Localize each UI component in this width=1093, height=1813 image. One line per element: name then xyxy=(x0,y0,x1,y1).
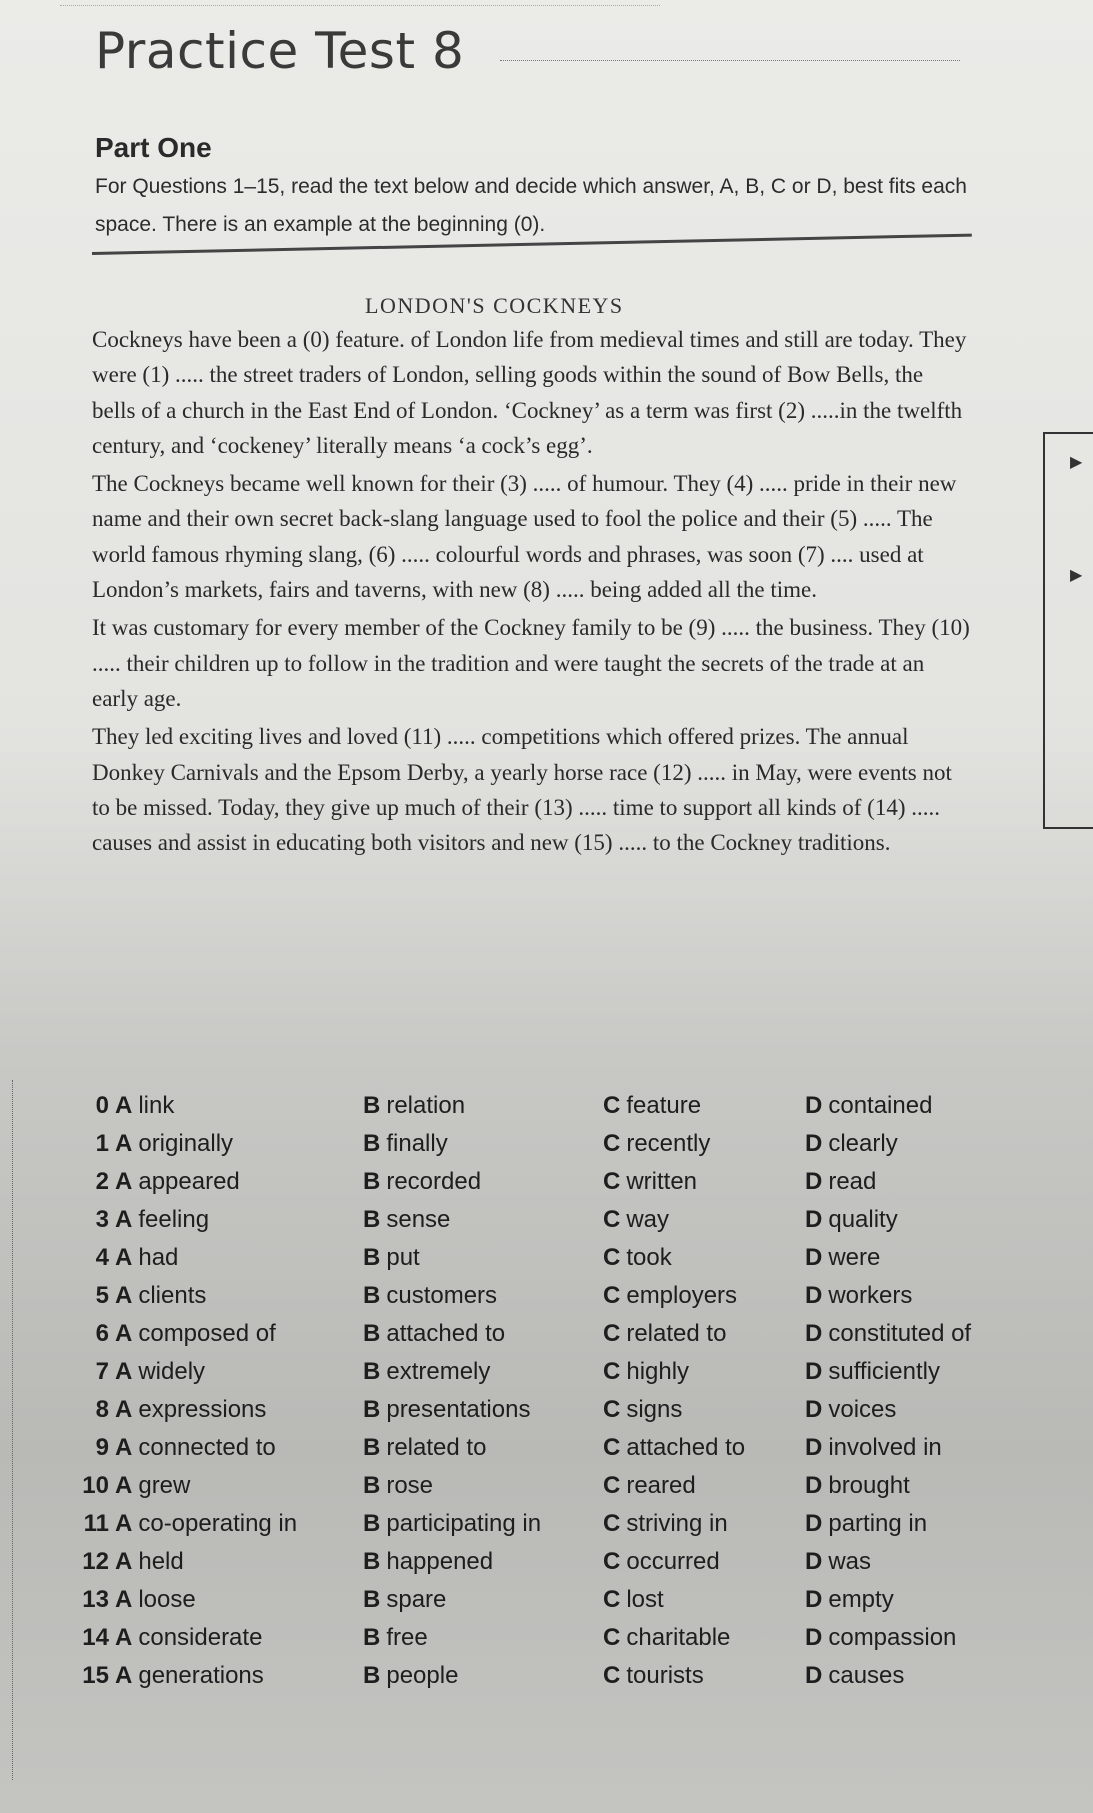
option-text: written xyxy=(626,1168,698,1195)
option-text: constituted of xyxy=(828,1320,972,1347)
option-b xyxy=(363,1396,530,1424)
option-d xyxy=(805,1358,940,1386)
option-letter: A xyxy=(115,1586,133,1613)
option-letter: D xyxy=(805,1586,823,1613)
option-text: related to xyxy=(626,1320,727,1347)
option-text: generations xyxy=(138,1662,264,1689)
option-letter: D xyxy=(805,1206,823,1233)
option-text: contained xyxy=(828,1092,933,1119)
page-title: Practice Test 8 xyxy=(95,22,465,80)
option-letter: A xyxy=(115,1358,133,1385)
option-row xyxy=(55,1320,1045,1358)
option-a xyxy=(115,1396,266,1424)
option-text: grew xyxy=(138,1472,191,1499)
option-row xyxy=(55,1206,1045,1244)
option-b xyxy=(363,1472,433,1500)
option-letter: B xyxy=(363,1434,381,1461)
option-d xyxy=(805,1282,912,1310)
option-letter: C xyxy=(603,1396,621,1423)
option-c xyxy=(603,1130,710,1158)
option-c xyxy=(603,1396,682,1424)
option-text: parting in xyxy=(828,1510,928,1537)
option-a xyxy=(115,1662,264,1690)
option-text: voices xyxy=(828,1396,897,1423)
triangle-right-icon: ▶ xyxy=(1070,567,1083,584)
option-c xyxy=(603,1282,737,1310)
option-row xyxy=(55,1548,1045,1586)
passage-heading: LONDON'S COCKNEYS xyxy=(365,293,624,318)
option-d xyxy=(805,1244,880,1272)
option-letter: A xyxy=(115,1510,133,1537)
option-text: happened xyxy=(386,1548,494,1575)
part-heading: Part One xyxy=(95,132,212,163)
option-letter: C xyxy=(603,1320,621,1347)
option-letter: D xyxy=(805,1168,823,1195)
margin-dotted-line xyxy=(12,1080,15,1780)
option-text: quality xyxy=(828,1206,898,1233)
option-letter: B xyxy=(363,1624,381,1651)
option-letter: B xyxy=(363,1092,381,1119)
option-text: feeling xyxy=(138,1206,210,1233)
question-number: 4 xyxy=(95,1244,109,1271)
option-d xyxy=(805,1510,927,1538)
option-letter: C xyxy=(603,1358,621,1385)
option-b xyxy=(363,1624,428,1652)
option-b xyxy=(363,1244,420,1272)
option-d xyxy=(805,1586,894,1614)
option-d xyxy=(805,1092,932,1120)
option-row xyxy=(55,1662,1045,1700)
option-d xyxy=(805,1320,971,1348)
option-c xyxy=(603,1624,730,1652)
option-text: sufficiently xyxy=(828,1358,940,1385)
option-text: charitable xyxy=(626,1624,731,1651)
option-letter: A xyxy=(115,1244,133,1271)
option-d xyxy=(805,1396,896,1424)
option-letter: C xyxy=(603,1472,621,1499)
option-text: spare xyxy=(386,1586,447,1613)
option-text: co-operating in xyxy=(138,1510,298,1537)
option-letter: C xyxy=(603,1586,621,1613)
option-text: compassion xyxy=(828,1624,957,1651)
option-text: sense xyxy=(386,1206,451,1233)
option-letter: D xyxy=(805,1510,823,1537)
option-row xyxy=(55,1624,1045,1662)
option-text: lost xyxy=(626,1586,664,1613)
option-text: clients xyxy=(138,1282,207,1309)
option-text: presentations xyxy=(386,1396,531,1423)
option-letter: A xyxy=(115,1624,133,1651)
option-d xyxy=(805,1662,904,1690)
option-d xyxy=(805,1168,876,1196)
option-letter: D xyxy=(805,1244,823,1271)
side-box xyxy=(1043,432,1093,829)
option-letter: A xyxy=(115,1548,133,1575)
option-letter: A xyxy=(115,1282,133,1309)
option-a xyxy=(115,1092,174,1120)
option-text: rose xyxy=(386,1472,434,1499)
option-text: participating in xyxy=(386,1510,542,1537)
option-letter: C xyxy=(603,1092,621,1119)
option-text: way xyxy=(626,1206,670,1233)
option-letter: C xyxy=(603,1434,621,1461)
option-letter: D xyxy=(805,1434,823,1461)
title-rule xyxy=(500,60,960,61)
option-d xyxy=(805,1434,942,1462)
option-text: composed of xyxy=(138,1320,276,1347)
option-text: connected to xyxy=(138,1434,276,1461)
option-c xyxy=(603,1434,745,1462)
option-text: attached to xyxy=(626,1434,746,1461)
question-number: 9 xyxy=(95,1434,109,1461)
option-a xyxy=(115,1624,262,1652)
question-number: 12 xyxy=(82,1548,109,1575)
instructions: For Questions 1–15, read the text below and decide which answer, A, B, C or D, best fits each space. There is an example at the beginning (0). xyxy=(95,175,967,236)
option-c xyxy=(603,1510,728,1538)
question-number: 11 xyxy=(83,1510,109,1537)
option-text: expressions xyxy=(138,1396,267,1423)
option-text: were xyxy=(828,1244,881,1271)
option-text: finally xyxy=(386,1130,448,1157)
option-row xyxy=(55,1244,1045,1282)
option-a xyxy=(115,1244,178,1272)
option-text: workers xyxy=(828,1282,913,1309)
option-c xyxy=(603,1092,701,1120)
option-text: empty xyxy=(828,1586,894,1613)
option-row xyxy=(55,1282,1045,1320)
option-letter: A xyxy=(115,1472,133,1499)
option-letter: B xyxy=(363,1586,381,1613)
option-b xyxy=(363,1206,450,1234)
option-c xyxy=(603,1358,689,1386)
option-c xyxy=(603,1168,697,1196)
option-letter: A xyxy=(115,1092,133,1119)
paragraph: It was customary for every member of the Cockney family to be (9) ..... the business. They (10) ..... their children up to follow in the tradition and were taught the secrets of the trade at an early age. xyxy=(92,615,970,711)
option-a xyxy=(115,1510,297,1538)
option-text: people xyxy=(386,1662,459,1689)
option-c xyxy=(603,1206,669,1234)
option-d xyxy=(805,1206,898,1234)
option-text: highly xyxy=(626,1358,690,1385)
option-row xyxy=(55,1396,1045,1434)
option-letter: D xyxy=(805,1282,823,1309)
question-number: 7 xyxy=(95,1358,109,1385)
question-number: 15 xyxy=(82,1662,109,1689)
option-text: link xyxy=(138,1092,175,1119)
option-letter: A xyxy=(115,1434,133,1461)
option-a xyxy=(115,1434,276,1462)
option-text: involved in xyxy=(828,1434,942,1461)
option-letter: A xyxy=(115,1206,133,1233)
option-text: had xyxy=(138,1244,179,1271)
option-a xyxy=(115,1168,240,1196)
option-letter: C xyxy=(603,1548,621,1575)
passage xyxy=(92,322,972,863)
question-number: 13 xyxy=(82,1586,109,1613)
option-text: customers xyxy=(386,1282,498,1309)
option-c xyxy=(603,1548,720,1576)
option-letter: A xyxy=(115,1130,133,1157)
option-text: recently xyxy=(626,1130,711,1157)
option-letter: B xyxy=(363,1282,381,1309)
option-b xyxy=(363,1092,465,1120)
option-letter: C xyxy=(603,1510,621,1537)
option-b xyxy=(363,1586,446,1614)
option-text: attached to xyxy=(386,1320,506,1347)
question-number: 6 xyxy=(95,1320,109,1347)
option-letter: B xyxy=(363,1548,381,1575)
option-letter: C xyxy=(603,1282,621,1309)
option-row xyxy=(55,1092,1045,1130)
triangle-right-icon: ▶ xyxy=(1070,454,1083,471)
option-text: held xyxy=(138,1548,184,1575)
option-d xyxy=(805,1548,871,1576)
option-c xyxy=(603,1662,704,1690)
option-text: read xyxy=(828,1168,877,1195)
paragraph: The Cockneys became well known for their (3) ..... of humour. They (4) ..... pride in their new name and their own secret back-slang language used to fool the police and their (5) ..... The world famous rhyming slang, (6) ..... colourful words and phrases, was soon (7) .... used at London’s markets, fairs and taverns, with new (8) ..... being added all the time. xyxy=(92,471,957,603)
option-letter: D xyxy=(805,1548,823,1575)
option-letter: D xyxy=(805,1320,823,1347)
paragraph: They led exciting lives and loved (11) ..... competitions which offered prizes. The annual Donkey Carnivals and the Epsom Derby, a yearly horse race (12) ..... in May, were events not to be missed. Today, they give up much of their (13) ..... time to support all kinds of (14) ..... causes and assist in educating both visitors and new (15) ..... to the Cockney traditions. xyxy=(92,724,952,856)
option-letter: B xyxy=(363,1320,381,1347)
option-text: widely xyxy=(138,1358,206,1385)
option-text: signs xyxy=(626,1396,683,1423)
option-b xyxy=(363,1320,505,1348)
option-text: striving in xyxy=(626,1510,728,1537)
option-letter: A xyxy=(115,1662,133,1689)
option-text: loose xyxy=(138,1586,196,1613)
question-number: 1 xyxy=(95,1130,109,1157)
question-number: 5 xyxy=(95,1282,109,1309)
question-number: 10 xyxy=(82,1472,109,1499)
option-letter: D xyxy=(805,1662,823,1689)
option-row xyxy=(55,1434,1045,1472)
option-text: free xyxy=(386,1624,428,1651)
option-text: occurred xyxy=(626,1548,720,1575)
option-letter: D xyxy=(805,1624,823,1651)
option-row xyxy=(55,1472,1045,1510)
question-number: 2 xyxy=(95,1168,109,1195)
option-b xyxy=(363,1548,493,1576)
option-b xyxy=(363,1358,490,1386)
option-text: causes xyxy=(828,1662,905,1689)
option-b xyxy=(363,1168,481,1196)
paragraph: Cockneys have been a (0) feature. of London life from medieval times and still are today. They were (1) ..... the street traders of London, selling goods within the sound of Bow Bells, the bells of a church in the East End of London. ‘Cockney’ as a term was first (2) .....in the twelfth century, and ‘cockeney’ literally means ‘a cock’s egg’. xyxy=(92,327,967,458)
option-row xyxy=(55,1358,1045,1396)
option-letter: A xyxy=(115,1320,133,1347)
option-c xyxy=(603,1472,696,1500)
option-text: extremely xyxy=(386,1358,491,1385)
option-letter: D xyxy=(805,1092,823,1119)
option-text: reared xyxy=(626,1472,696,1499)
option-b xyxy=(363,1662,458,1690)
option-text: brought xyxy=(828,1472,910,1499)
option-text: took xyxy=(626,1244,672,1271)
option-letter: B xyxy=(363,1168,381,1195)
option-letter: C xyxy=(603,1206,621,1233)
option-letter: C xyxy=(603,1624,621,1651)
option-c xyxy=(603,1586,664,1614)
question-number: 8 xyxy=(95,1396,109,1423)
option-text: tourists xyxy=(626,1662,704,1689)
option-letter: D xyxy=(805,1472,823,1499)
option-letter: D xyxy=(805,1396,823,1423)
option-letter: C xyxy=(603,1168,621,1195)
option-letter: B xyxy=(363,1472,381,1499)
option-a xyxy=(115,1472,190,1500)
option-c xyxy=(603,1244,672,1272)
option-d xyxy=(805,1624,956,1652)
option-a xyxy=(115,1282,206,1310)
option-d xyxy=(805,1130,898,1158)
option-text: relation xyxy=(386,1092,466,1119)
option-text: originally xyxy=(138,1130,234,1157)
option-a xyxy=(115,1586,196,1614)
option-b xyxy=(363,1510,541,1538)
option-a xyxy=(115,1548,184,1576)
question-number: 0 xyxy=(95,1092,109,1119)
option-text: was xyxy=(828,1548,872,1575)
option-letter: C xyxy=(603,1662,621,1689)
option-text: appeared xyxy=(138,1168,240,1195)
option-a xyxy=(115,1358,205,1386)
option-a xyxy=(115,1320,276,1348)
option-letter: B xyxy=(363,1662,381,1689)
option-text: put xyxy=(386,1244,420,1271)
question-number: 14 xyxy=(82,1624,109,1651)
option-text: clearly xyxy=(828,1130,898,1157)
option-text: related to xyxy=(386,1434,487,1461)
option-letter: B xyxy=(363,1358,381,1385)
option-text: considerate xyxy=(138,1624,263,1651)
option-a xyxy=(115,1206,209,1234)
option-letter: B xyxy=(363,1510,381,1537)
option-d xyxy=(805,1472,910,1500)
option-row xyxy=(55,1130,1045,1168)
option-letter: B xyxy=(363,1244,381,1271)
answer-options-table xyxy=(55,1092,1045,1700)
option-letter: C xyxy=(603,1130,621,1157)
option-letter: C xyxy=(603,1244,621,1271)
option-b xyxy=(363,1282,497,1310)
option-row xyxy=(55,1510,1045,1548)
option-letter: A xyxy=(115,1168,133,1195)
option-a xyxy=(115,1130,233,1158)
question-number: 3 xyxy=(95,1206,109,1233)
top-dotted-rule xyxy=(60,5,660,6)
option-letter: D xyxy=(805,1130,823,1157)
option-b xyxy=(363,1130,448,1158)
option-letter: B xyxy=(363,1206,381,1233)
option-letter: B xyxy=(363,1130,381,1157)
option-text: feature xyxy=(626,1092,702,1119)
option-row xyxy=(55,1168,1045,1206)
option-b xyxy=(363,1434,486,1462)
option-letter: A xyxy=(115,1396,133,1423)
option-row xyxy=(55,1586,1045,1624)
option-text: recorded xyxy=(386,1168,482,1195)
option-letter: D xyxy=(805,1358,823,1385)
option-letter: B xyxy=(363,1396,381,1423)
option-c xyxy=(603,1320,726,1348)
option-text: employers xyxy=(626,1282,738,1309)
